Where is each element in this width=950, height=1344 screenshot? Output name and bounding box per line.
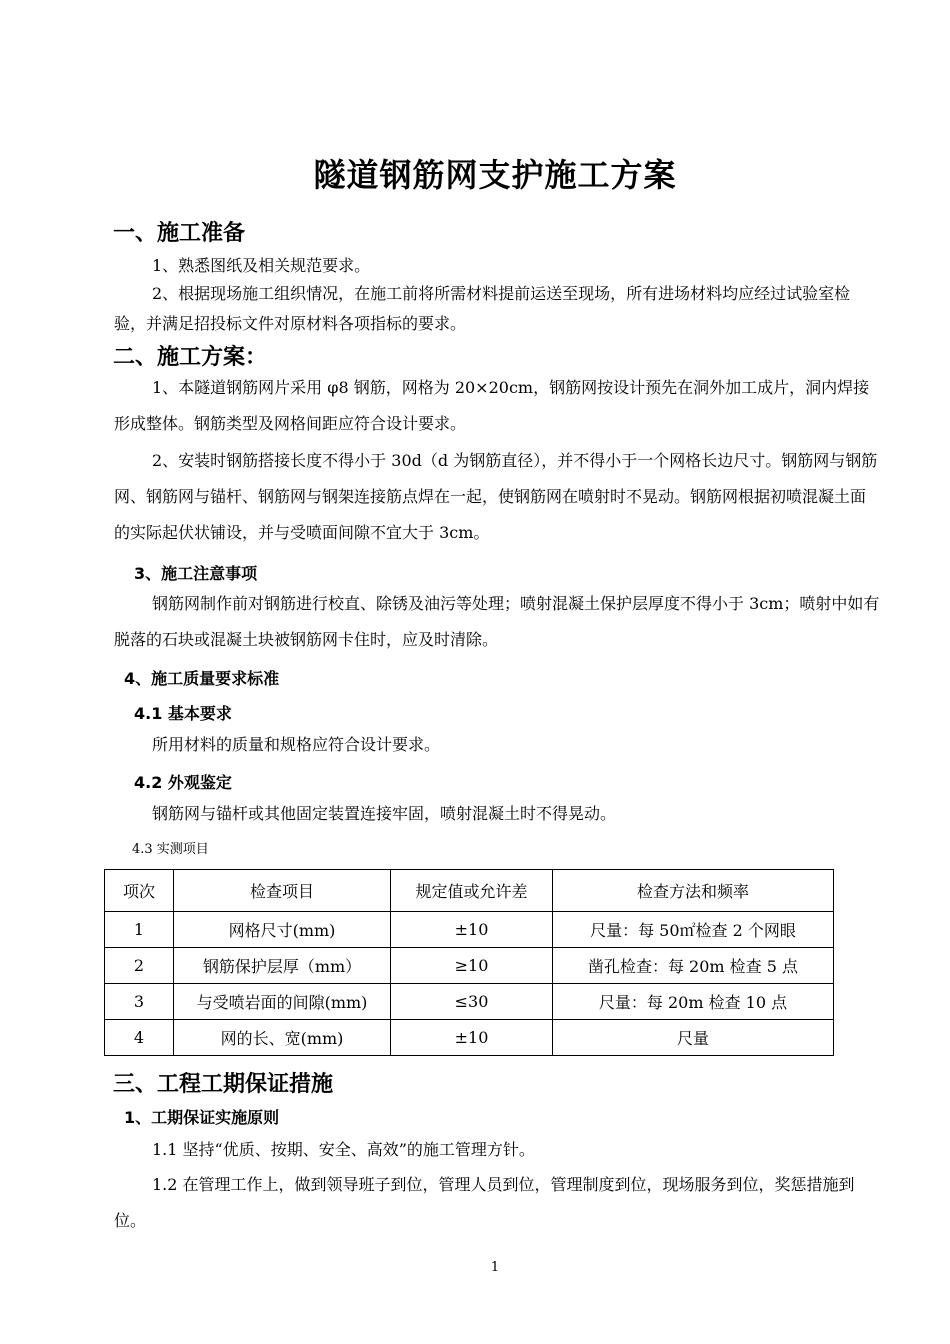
s1-paragraph-1: 1、熟悉图纸及相关规范要求。 bbox=[152, 256, 371, 275]
table-row bbox=[105, 948, 834, 984]
table-cell: 与受喷岩面的间隙(mm) bbox=[174, 984, 391, 1020]
table-cell: 4 bbox=[105, 1020, 174, 1056]
s3-subheading-1: 1、工期保证实施原则 bbox=[124, 1108, 280, 1127]
section-3-heading: 三、工程工期保证措施 bbox=[113, 1072, 334, 1097]
table-header-cell: 项次 bbox=[105, 870, 174, 912]
s2-paragraph-4-2: 钢筋网与锚杆或其他固定装置连接牢固，喷射混凝土时不得晃动。 bbox=[152, 804, 617, 823]
table-cell: 3 bbox=[105, 984, 174, 1020]
table-header-cell: 规定值或允许差 bbox=[391, 870, 553, 912]
s2-subheading-4-2: 4.2 外观鉴定 bbox=[134, 773, 232, 792]
s3-paragraph-1: 1.1 坚持“优质、按期、安全、高效”的施工管理方针。 bbox=[152, 1140, 535, 1159]
table-cell: 网格尺寸(mm) bbox=[174, 912, 391, 948]
s2-paragraph-2: 2、安装时钢筋搭接长度不得小于 30d（d 为钢筋直径），并不得小于一个网格长边尺寸。钢筋网与钢筋网、钢筋网与锚杆、钢筋网与钢架连接筋点焊在一起，使钢筋网在喷射时不晃动。钢筋网根据初喷混凝土面的实际起伏状铺设，并与受喷面间隙不宜大于 3cm。 bbox=[114, 451, 878, 542]
table-header-row bbox=[105, 870, 834, 912]
table-cell: 尺量：每 20m 检查 10 点 bbox=[553, 984, 834, 1020]
s2-paragraph-1: 1、本隧道钢筋网片采用 φ8 钢筋，网格为 20×20cm，钢筋网按设计预先在洞外加工成片，洞内焊接形成整体。钢筋类型及网格间距应符合设计要求。 bbox=[114, 378, 870, 433]
table-cell: ≥10 bbox=[391, 948, 553, 984]
table-header-cell: 检查方法和频率 bbox=[553, 870, 834, 912]
s2-subheading-3: 3、施工注意事项 bbox=[134, 564, 258, 583]
table-cell: 网的长、宽(mm) bbox=[174, 1020, 391, 1056]
table-cell: 尺量 bbox=[553, 1020, 834, 1056]
table-header-cell: 检查项目 bbox=[174, 870, 391, 912]
table-cell: 1 bbox=[105, 912, 174, 948]
s2-paragraph-3: 钢筋网制作前对钢筋进行校直、除锈及油污等处理；喷射混凝土保护层厚度不得小于 3cm；喷射中如有脱落的石块或混凝土块被钢筋网卡住时，应及时清除。 bbox=[114, 594, 880, 649]
table-cell: ≤30 bbox=[391, 984, 553, 1020]
table-row bbox=[105, 984, 834, 1020]
table-cell: 钢筋保护层厚（mm） bbox=[174, 948, 391, 984]
s2-subheading-4-3: 4.3 实测项目 bbox=[132, 842, 209, 857]
table-cell: ±10 bbox=[391, 1020, 553, 1056]
s2-subheading-4: 4、施工质量要求标准 bbox=[124, 669, 280, 688]
inspection-table bbox=[104, 869, 834, 1056]
s3-paragraph-2: 1.2 在管理工作上，做到领导班子到位，管理人员到位，管理制度到位，现场服务到位，奖惩措施到位。 bbox=[114, 1175, 855, 1230]
table-row bbox=[105, 912, 834, 948]
page-number: 1 bbox=[490, 1260, 500, 1275]
table-cell: 尺量：每 50㎡检查 2 个网眼 bbox=[553, 912, 834, 948]
table-cell: ±10 bbox=[391, 912, 553, 948]
s1-paragraph-2: 2、根据现场施工组织情况，在施工前将所需材料提前运送至现场，所有进场材料均应经过试验室检验，并满足招投标文件对原材料各项指标的要求。 bbox=[114, 284, 851, 333]
page-title: 隧道钢筋网支护施工方案 bbox=[313, 156, 677, 194]
section-1-heading: 一、施工准备 bbox=[113, 221, 246, 246]
table-cell: 凿孔检查：每 20m 检查 5 点 bbox=[553, 948, 834, 984]
s2-subheading-4-1: 4.1 基本要求 bbox=[134, 704, 232, 723]
table-row bbox=[105, 1020, 834, 1056]
table-cell: 2 bbox=[105, 948, 174, 984]
s2-paragraph-4-1: 所用材料的质量和规格应符合设计要求。 bbox=[152, 735, 441, 754]
section-2-heading: 二、施工方案： bbox=[113, 345, 268, 370]
